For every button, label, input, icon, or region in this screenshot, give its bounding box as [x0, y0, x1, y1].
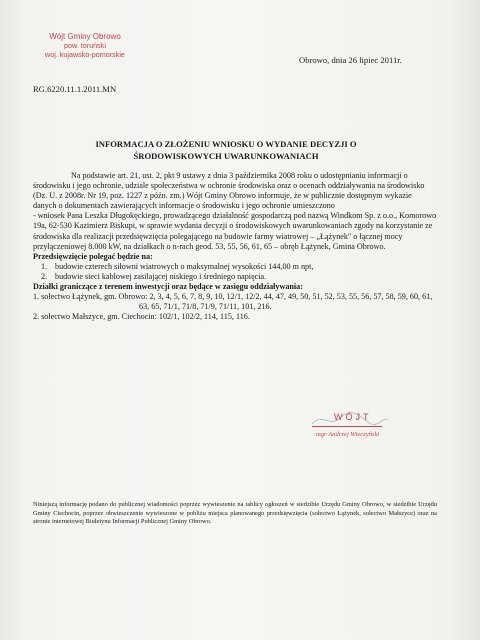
signature-line	[312, 426, 382, 427]
stamp-line-2: pow. toruński	[64, 41, 106, 50]
scope-item	[33, 262, 437, 272]
office-stamp	[26, 32, 144, 59]
place-date: Obrowo, dnia 26 lipiec 2011r.	[299, 55, 402, 65]
scope-item-text: budowie czterech siłowni wiatrowych o maksymalnej wysokości 144,00 m npt,	[55, 261, 314, 271]
document-title	[60, 139, 392, 162]
scope-heading: Przedsięwzięcie polegać będzie na:	[33, 251, 153, 261]
stamp-line-3: woj. kujawsko-pomorskie	[45, 50, 125, 59]
title-line-1: INFORMACJA O ZŁOŻENIU WNIOSKU O WYDANIE DECYZJI O	[95, 139, 357, 149]
signature-stamp	[302, 412, 402, 452]
parcels-list-2: 2. sołectwo Małszyce, gm. Ciechocin: 102/1, 102/2, 114, 115, 116.	[33, 312, 250, 322]
signature-name: mgr Andrzej Wieczyński	[316, 431, 380, 438]
parcels-list-1: 1. sołectwo Łążynek, gm. Obrowo: 2, 3, 4, 5, 6, 7, 8, 9, 10, 12/1, 12/2, 44, 47, 49, 50, 51, 52, 53, 55, 56, 57, 58, 59, 60, 61, 63, 65, 71/1, 71/8, 71/9, 71/11, 101, 216.	[33, 292, 433, 312]
scope-item-number: 2.	[41, 271, 48, 281]
intro-paragraph: Na podstawie art. 21, ust. 2, pkt 9 ustawy z dnia 3 października 2008 roku o udostępnianiu informacji o środowisku i jego ochronie, udziale społeczeństwa w ochronie środowiska oraz o ocenach oddziaływania na środowisko (Dz. U. z 2008r. Nr 19, poz. 1227 z późn. zm.) Wójt Gminy Obrowo informuje, że w publicznie dostępnym wykazie danych o dokumentach zawierających informacje o środowisku i jego ochronie umieszczono	[33, 171, 425, 211]
reference-number: RG.6220.11.1.2011.MN	[33, 84, 117, 94]
footer-note: Niniejszą informację podano do publicznej wiadomości poprzez wywieszenie na tablicy ogłoszeń w siedzibie Urzędu Gminy Obrowo, w siedzibie Urzędu Gminy Ciechocin, poprzez obwieszczenie wywieszone w pobliżu miejsca planowanego przedsięwzięcia (sołectwo Łążynek, sołectwo Małszyce) oraz na stronie internetowej Biuletynu Informacji Publicznej Gminy Obrowo.	[33, 501, 437, 525]
title-line-2: ŚRODOWISKOWYCH UWARUNKOWANIACH	[133, 150, 319, 161]
request-paragraph: - wniosek Pana Leszka Długokęckiego, prowadzącego działalność gospodarczą pod nazwą Windkom Sp. z o.o., Komorowo 19a, 62-530 Kazimierz Biskupi, w sprawie wydania decyzji o środowiskowych uwarunkowaniach zgody na korzystanie ze środowiska dla realizacji przedsięwzięcia polegającego na budowie farmy wiatrowej – „Łążynek" o łącznej mocy przyłączeniowej 8.000 kW, na działkach o n-rach geod. 53, 55, 56, 61, 65 – obręb Łążynek, Gmina Obrowo.	[33, 211, 437, 251]
scope-item	[33, 272, 437, 282]
scope-item-text: budowie sieci kablowej zasilającej niskiego i średniego napięcia.	[55, 271, 267, 281]
document-body	[33, 171, 437, 322]
scope-item-number: 1.	[41, 261, 48, 271]
parcels-heading: Działki graniczące z terenem inwestycji oraz będące w zasięgu oddziaływania:	[33, 282, 303, 292]
stamp-line-1: Wójt Gminy Obrowo	[49, 32, 121, 41]
signature-title: WÓJT	[334, 412, 372, 422]
